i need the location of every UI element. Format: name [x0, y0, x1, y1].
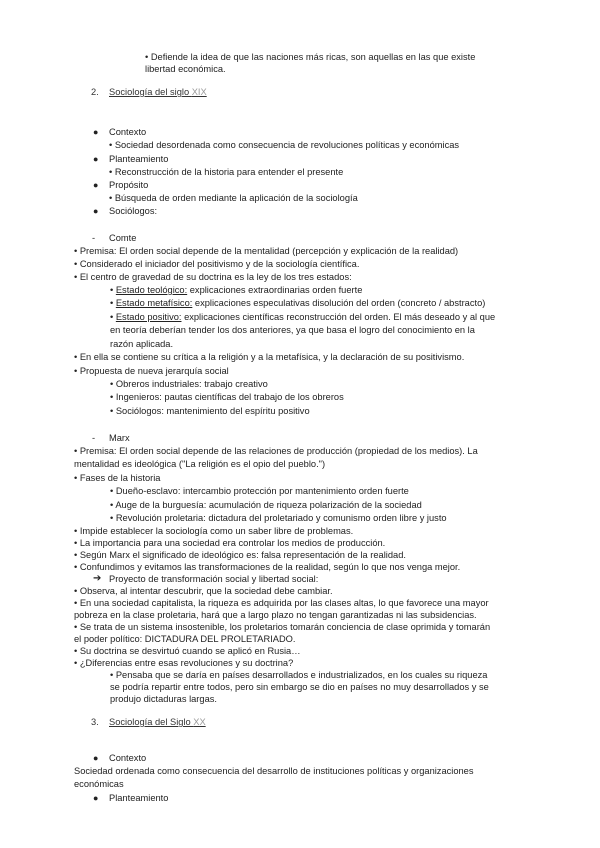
heading-roman: XIX: [191, 87, 207, 97]
text-line: • Fases de la historia: [74, 473, 161, 483]
list-item: Contexto: [109, 127, 147, 137]
text-line: libertad económica.: [145, 64, 226, 74]
text-line: • Revolución proletaria: dictadura del proletariado y comunismo orden libre y justo: [110, 513, 447, 523]
author-name: Marx: [109, 433, 130, 443]
text-line: económicas: [74, 779, 124, 789]
text-line: • Obreros industriales: trabajo creativo: [110, 379, 268, 389]
text-line: • Propuesta de nueva jerarquía social: [74, 366, 229, 376]
heading-text: Sociología del Siglo: [109, 717, 194, 727]
text-line: produjo dictaduras largas.: [110, 694, 217, 704]
text-line: • Auge de la burguesía: acumulación de riqueza polarización de la sociedad: [110, 500, 422, 510]
list-item: Contexto: [109, 753, 147, 763]
list-item-detail: • Sociedad desordenada como consecuencia de revoluciones políticas y económicas: [109, 140, 460, 150]
author-name: Comte: [109, 233, 137, 243]
list-item: Propósito: [109, 180, 149, 190]
text-line: pobreza en la clase proletaria, hará que a largo plazo no tengan garantizadas ni las subsidencias.: [74, 610, 477, 620]
list-item-detail: • Búsqueda de orden mediante la aplicación de la sociología: [109, 193, 358, 203]
text-line: • Premisa: El orden social depende de las relaciones de producción (propiedad de los medios). La: [74, 446, 478, 456]
estado-text: explicaciones extraordinarias orden fuerte: [187, 285, 363, 295]
text-line: • Considerado el iniciador del positivismo y de la sociología científica.: [74, 259, 360, 269]
text-line: se podría repartir entre todos, pero sin embargo se dio en países no muy desarrollados y se: [110, 682, 489, 692]
estado-item: • Estado metafísico: explicaciones especulativas disolución del orden (concreto / abstracto): [110, 298, 486, 308]
list-item: Planteamiento: [109, 793, 169, 803]
heading-roman: XX: [193, 717, 206, 727]
estado-item: • Estado teológico: explicaciones extraordinarias orden fuerte: [110, 285, 363, 295]
text-line: • Sociólogos: mantenimiento del espíritu positivo: [110, 406, 310, 416]
dash-marker: -: [92, 233, 96, 243]
bullet-icon: ●: [93, 180, 99, 190]
arrow-icon: ➔: [93, 573, 102, 584]
text-line: • Se trata de un sistema insostenible, los proletarios tomarán conciencia de clase oprimida y tomarán: [74, 622, 491, 632]
text-line: razón aplicada.: [110, 339, 174, 349]
section-heading: [109, 716, 206, 728]
bullet-icon: ●: [93, 154, 99, 164]
text-line: • Observa, al intentar descubrir, que la sociedad debe cambiar.: [74, 586, 333, 596]
text-line: • El centro de gravedad de su doctrina es la ley de los tres estados:: [74, 272, 352, 282]
estado-label: Estado metafísico:: [115, 298, 193, 308]
bullet-icon: ●: [93, 127, 99, 137]
text-line: mentalidad es ideológica ("La religión es el opio del pueblo."): [74, 459, 326, 469]
text-line: • En ella se contiene su crítica a la religión y a la metafísica, y la declaración de su positivismo.: [74, 352, 465, 362]
list-item: Planteamiento: [109, 154, 169, 164]
bullet-icon: ●: [93, 206, 99, 216]
text-line: • Según Marx el significado de ideológico es: falsa representación de la realidad.: [74, 550, 406, 560]
section-number: 2.: [91, 87, 99, 97]
list-item: Sociólogos:: [109, 206, 158, 216]
text-line: • Premisa: El orden social depende de la mentalidad (percepción y explicación de la realidad): [74, 246, 459, 256]
heading-text: Sociología del siglo: [109, 87, 192, 97]
text-line: • Confundimos y evitamos las transformaciones de la realidad, según lo que nos venga mejor.: [74, 562, 461, 572]
text-line: • La importancia para una sociedad era controlar los medios de producción.: [74, 538, 386, 548]
text-line: • En una sociedad capitalista, la riqueza es adquirida por las clases altas, lo que favorece una mayor: [74, 598, 489, 608]
section-number: 3.: [91, 717, 99, 727]
text-line: • Pensaba que se daría en países desarrollados e industrializados, en los cuales su riqueza: [110, 670, 488, 680]
dash-marker: -: [92, 433, 96, 443]
list-item-detail: • Reconstrucción de la historia para entender el presente: [109, 167, 344, 177]
text-line: • ¿Diferencias entre esas revoluciones y su doctrina?: [74, 658, 294, 668]
estado-text: explicaciones especulativas disolución del orden (concreto / abstracto): [192, 298, 486, 308]
estado-text: explicaciones científicas reconstrucción del orden. El más deseado y al que: [181, 312, 496, 322]
text-line: • Dueño-esclavo: intercambio protección por mantenimiento orden fuerte: [110, 486, 409, 496]
text-line: • Defiende la idea de que las naciones más ricas, son aquellas en las que existe: [145, 52, 476, 62]
estado-item: • Estado positivo: explicaciones científicas reconstrucción del orden. El más deseado y al que: [110, 312, 496, 322]
text-line: Sociedad ordenada como consecuencia del desarrollo de instituciones políticas y organizaciones: [74, 766, 474, 776]
text-line: • Su doctrina se desvirtuó cuando se aplicó en Rusia…: [74, 646, 301, 656]
text-line: en teoría deberían tender los dos anteriores, ya que basa el logro del conocimiento en la: [110, 325, 475, 335]
estado-label: Estado teológico:: [115, 285, 188, 295]
bullet-icon: ●: [93, 793, 99, 803]
text-line: Proyecto de transformación social y libertad social:: [109, 574, 319, 584]
text-line: • Ingenieros: pautas científicas del trabajo de los obreros: [110, 392, 344, 402]
estado-label: Estado positivo:: [115, 312, 182, 322]
text-line: • Impide establecer la sociología como un saber libre de problemas.: [74, 526, 354, 536]
text-line: el poder político: DICTADURA DEL PROLETARIADO.: [74, 634, 296, 644]
bullet-icon: ●: [93, 753, 99, 763]
section-heading: [109, 86, 207, 98]
